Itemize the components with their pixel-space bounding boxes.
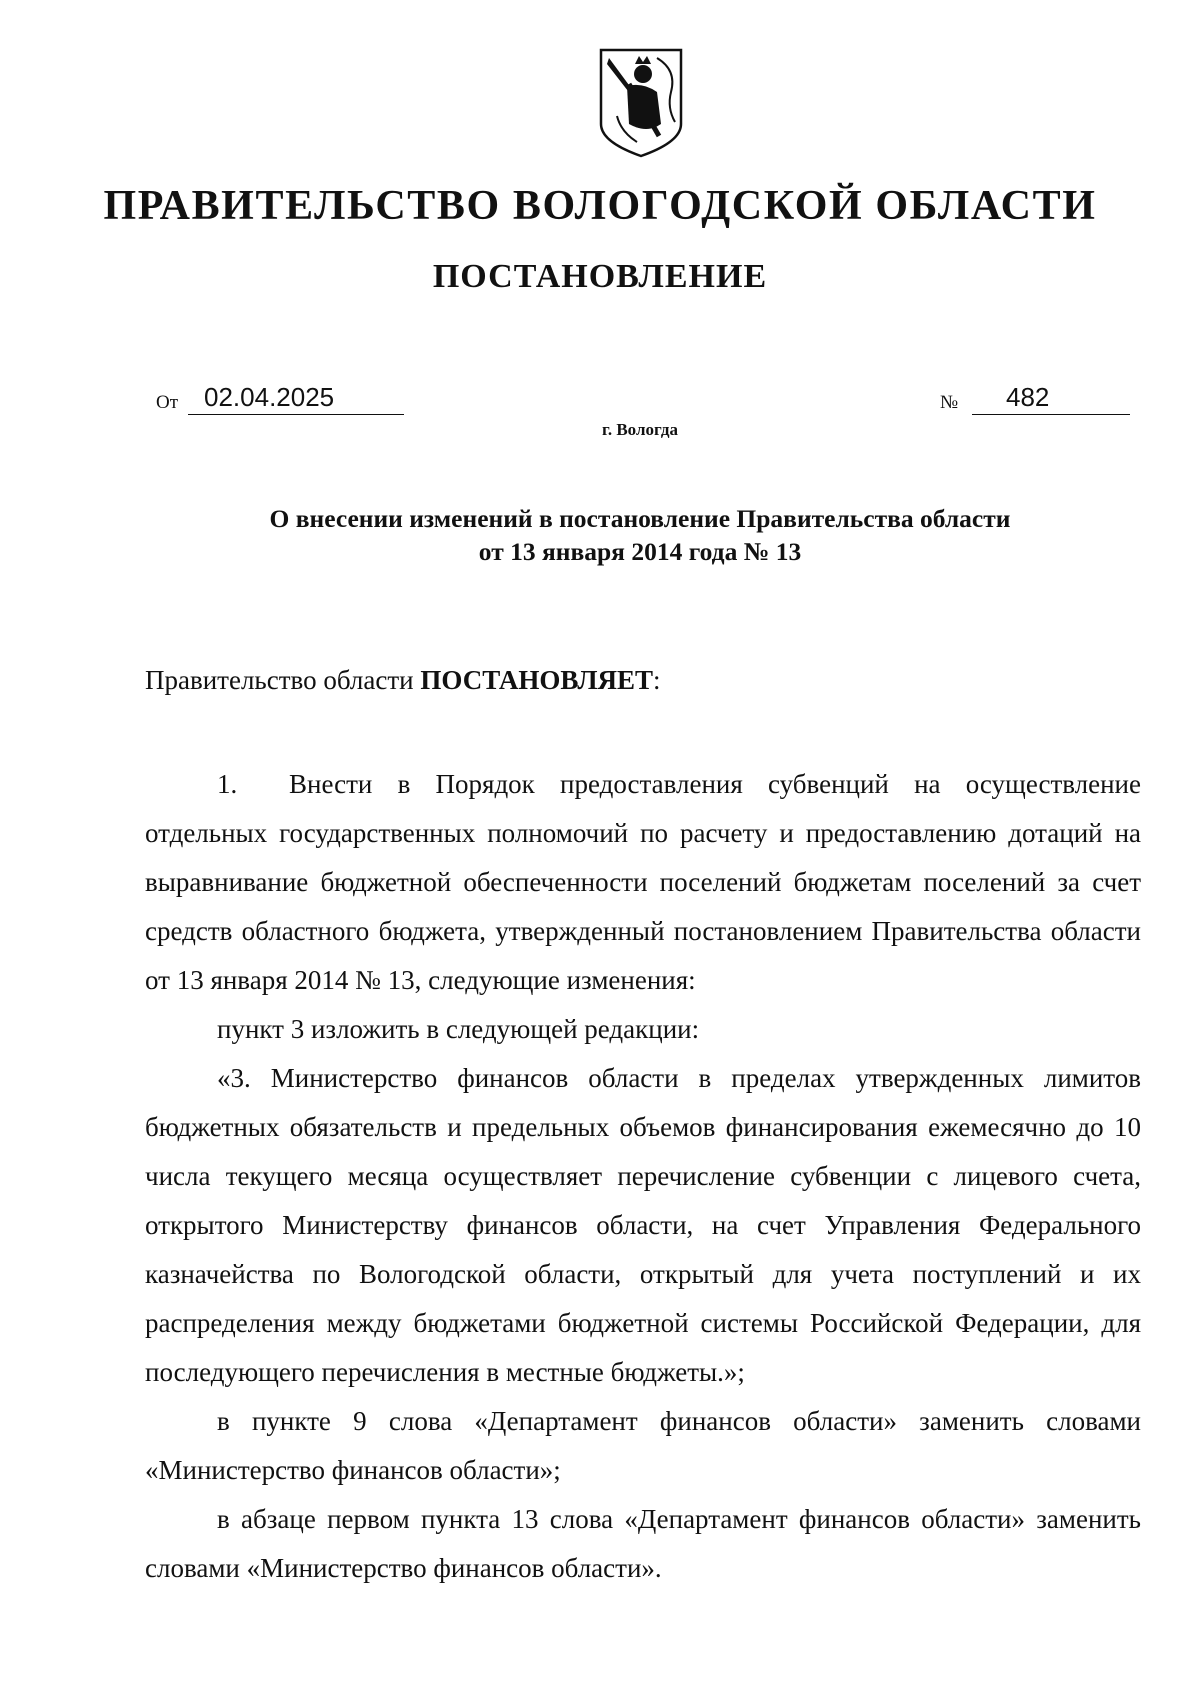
paragraph-5: в абзаце первом пункта 13 слова «Департамент финансов области» заменить словами «Министерство финансов области». <box>145 1504 1141 1583</box>
intro-suffix: : <box>652 665 661 695</box>
document-type: ПОСТАНОВЛЕНИЕ <box>432 258 768 295</box>
coat-of-arms-icon <box>597 46 685 158</box>
document-subject <box>180 502 1100 568</box>
government-title: ПРАВИТЕЛЬСТВО ВОЛОГОДСКОЙ ОБЛАСТИ <box>103 183 1097 229</box>
document-number: 482 <box>972 380 1130 415</box>
paragraph-2: пункт 3 изложить в следующей редакции: <box>217 1014 700 1044</box>
paragraph-item-1 <box>145 760 1141 1005</box>
document-date: 02.04.2025 <box>188 380 404 415</box>
intro-keyword: ПОСТАНОВЛЯЕТ <box>420 665 653 695</box>
city-name: г. Вологда <box>602 420 678 439</box>
item-number: 1. <box>217 769 238 799</box>
subject-line-2: от 13 января 2014 года № 13 <box>478 537 802 566</box>
intro-text: Правительство области <box>145 665 421 695</box>
paragraph-4: в пункте 9 слова «Департамент финансов области» заменить словами «Министерство финансов области»; <box>145 1406 1141 1485</box>
item-1-text: Внести в Порядок предоставления субвенций на осуществление отдельных государственных полномочий по расчету и предоставлению дотаций на выравнивание бюджетной обеспеченности поселений бюджетам поселений за счет средств областного бюджета, утвержденный постановлением Правительства области от 13 января 2014 № 13, следующие изменения: <box>145 769 1141 995</box>
document-body <box>145 760 1141 1593</box>
paragraph-3: «3. Министерство финансов области в пределах утвержденных лимитов бюджетных обязательств и предельных объемов финансирования ежемесячно до 10 числа текущего месяца осуществляет перечисление субвенции с лицевого счета, открытого Министерству финансов области, на счет Управления Федерального казначейства по Вологодской области, открытый для учета поступлений и их распределения между бюджетами бюджетной системы Российской Федерации, для последующего перечисления в местные бюджеты.»; <box>145 1063 1141 1387</box>
resolution-intro <box>145 665 661 696</box>
date-prefix: От <box>156 392 179 413</box>
number-prefix: № <box>940 392 959 413</box>
subject-line-1: О внесении изменений в постановление Правительства области <box>269 504 1011 533</box>
